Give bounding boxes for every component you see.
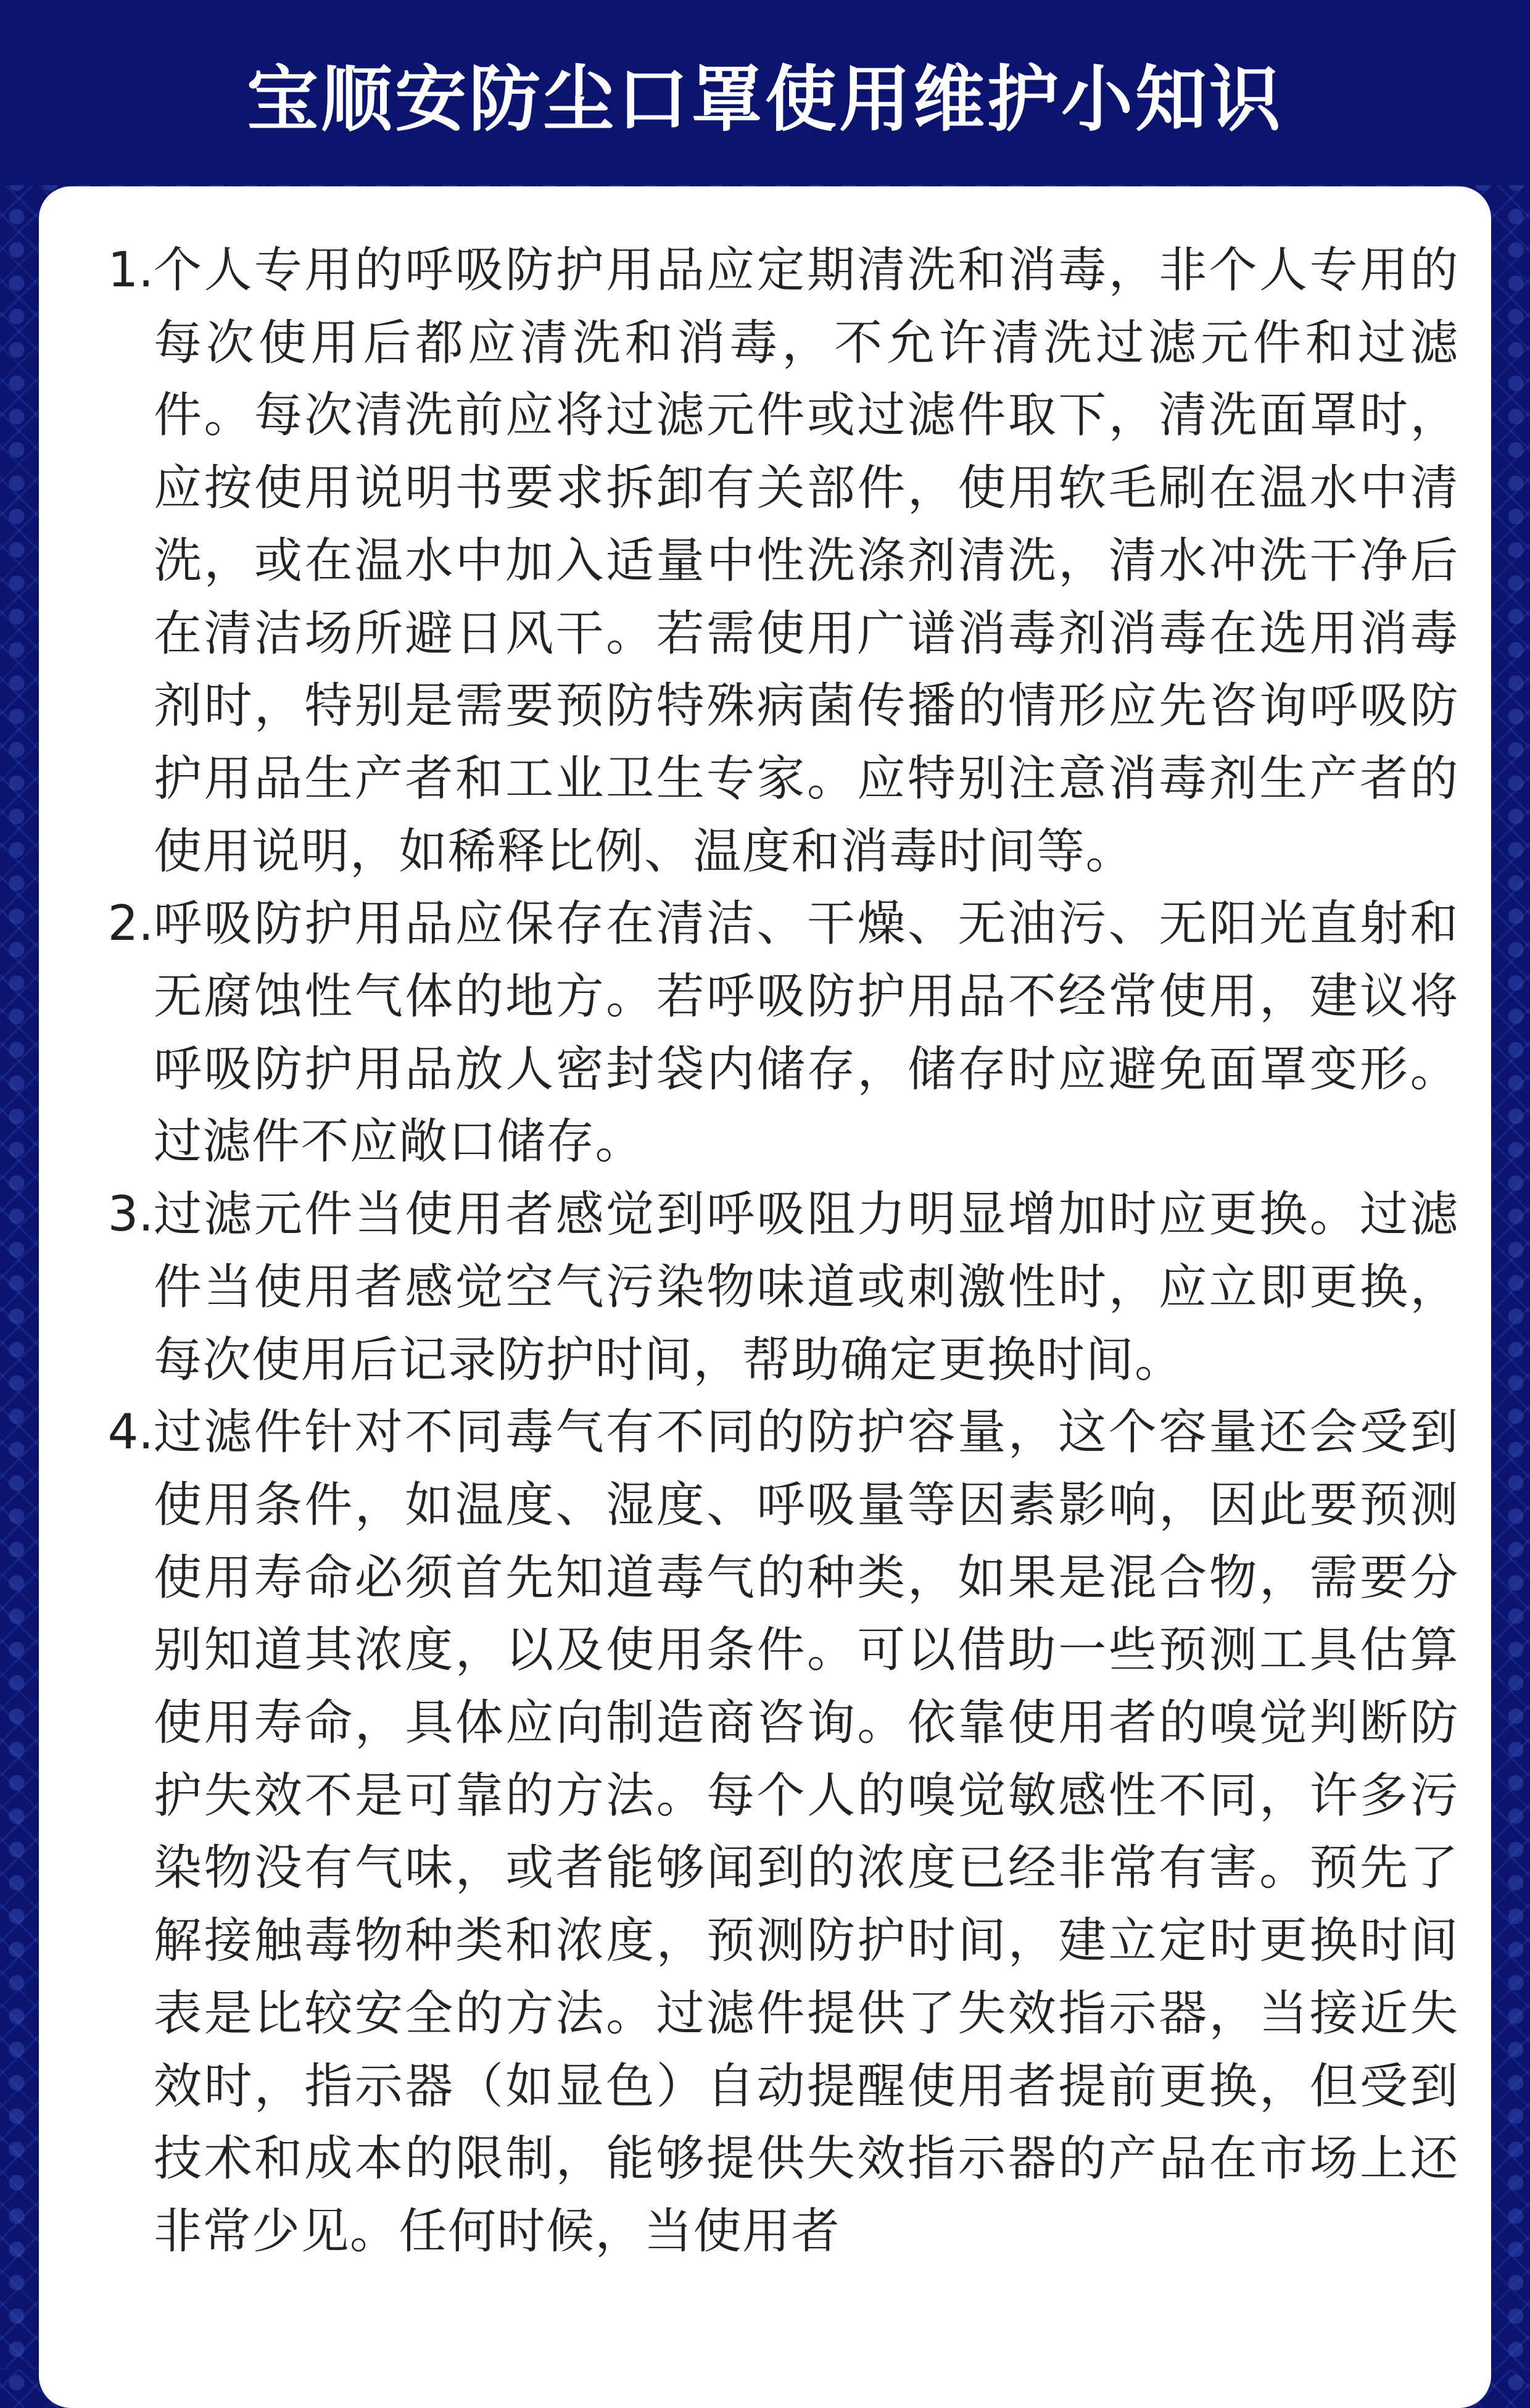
tip-text: 过滤元件当使用者感觉到呼吸阻力明显增加时应更换。过滤件当使用者感觉空气污染物味道或刺激性时，应立即更换，每次使用后记录防护时间，帮助确定更换时间。 [154,1187,1459,1388]
tip-item-4 [71,1397,1459,2268]
tip-number: 3. [107,1187,154,1243]
tip-text: 过滤件针对不同毒气有不同的防护容量，这个容量还会受到使用条件，如温度、湿度、呼吸量等因素影响，因此要预测使用寿命必须首先知道毒气的种类，如果是混合物，需要分别知道其浓度，以及使用条件。可以借助一些预测工具估算使用寿命，具体应向制造商咨询。依靠使用者的嗅觉判断防护失效不是可靠的方法。每个人的嗅觉敏感性不同，许多污染物没有气味，或者能够闻到的浓度已经非常有害。预先了解接触毒物种类和浓度，预测防护时间，建立定时更换时间表是比较安全的方法。过滤件提供了失效指示器，当接近失效时，指示器（如显色）自动提醒使用者提前更换，但受到技术和成本的限制，能够提供失效指示器的产品在市场上还非常少见。任何时候，当使用者 [154,1405,1459,2259]
tip-text: 呼吸防护用品应保存在清洁、干燥、无油污、无阳光直射和无腐蚀性气体的地方。若呼吸防护用品不经常使用，建议将呼吸防护用品放人密封袋内储存，储存时应避免面罩变形。过滤件不应敞口储存。 [154,896,1459,1170]
tip-number: 4. [107,1405,154,1461]
tip-item-3 [71,1179,1459,1397]
tip-number: 2. [107,896,154,952]
tips-list [71,235,1459,2269]
page-title: 宝顺安防尘口罩使用维护小知识 [247,58,1283,141]
tip-number: 1. [107,243,154,298]
tip-text: 个人专用的呼吸防护用品应定期清洗和消毒，非个人专用的每次使用后都应清洗和消毒，不允许清洗过滤元件和过滤件。每次清洗前应将过滤元件或过滤件取下，清洗面罩时，应按使用说明书要求拆卸有关部件，使用软毛刷在温水中清洗，或在温水中加入适量中性洗涤剂清洗，清水冲洗干净后在清洁场所避日风干。若需使用广谱消毒剂消毒在选用消毒剂时，特别是需要预防特殊病菌传播的情形应先咨询呼吸防护用品生产者和工业卫生专家。应特别注意消毒剂生产者的使用说明，如稀释比例、温度和消毒时间等。 [154,243,1459,879]
tip-item-1 [71,235,1459,888]
page-header [0,0,1530,185]
tip-item-2 [71,888,1459,1179]
